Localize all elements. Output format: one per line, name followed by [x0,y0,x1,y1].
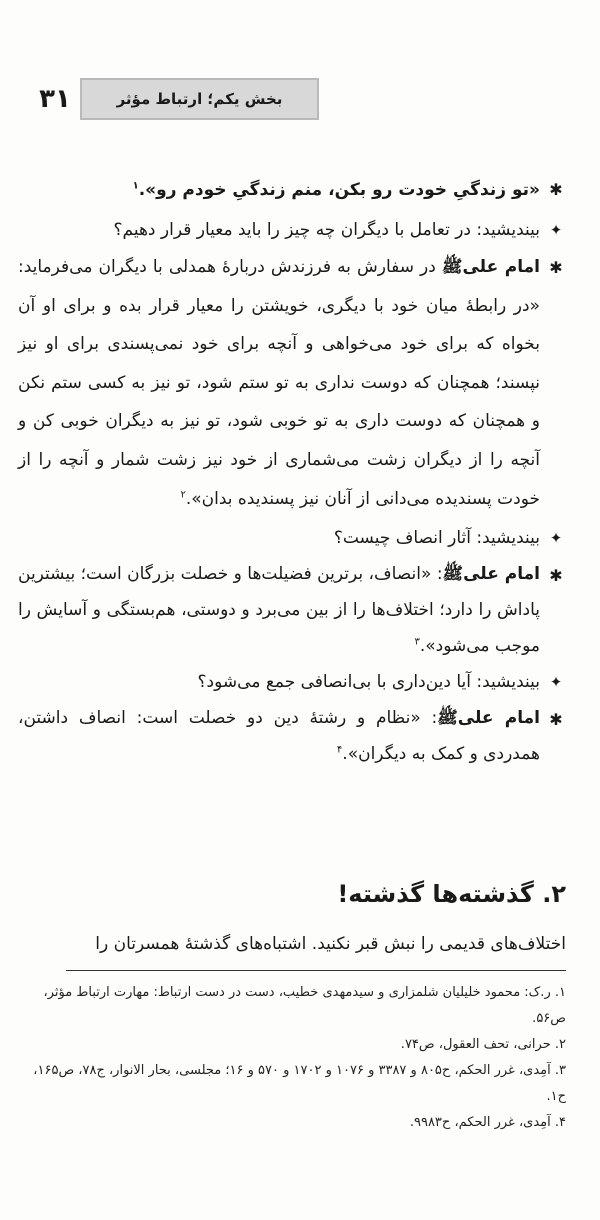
diamond-bullet-icon: ✦ [549,529,563,548]
star-item-1 [18,170,566,210]
running-header [30,68,320,126]
quote-text: «تو زندگیِ خودت رو بکن، منم زندگیِ خودم رو». [138,180,540,200]
star-bullet-icon: ✱ [549,710,563,730]
footnote-4 [18,1110,566,1136]
section-heading: ۲. گذشته‌ها گذشته! [337,880,566,908]
hadith-text: : «انصاف، برترین فضیلت‌ها و خصلت بزرگان است؛ بیشترین پاداش را دارد؛ اختلاف‌ها را از بین می‌برد و دوستی، هم‌بستگی و آسایش را موجب می‌شود». [18,564,540,657]
honorific: ﷺ [437,708,458,729]
footnote-3 [18,1058,566,1110]
footnote-number: ۲. [554,1037,566,1052]
question-item-1 [18,212,566,248]
footnote-divider [66,970,566,971]
diamond-bullet-icon: ✦ [549,221,563,239]
footnotes [18,980,566,1136]
footnote-number: ۱. [554,985,566,1000]
footnote-ref: ۱ [132,180,139,192]
honorific: ﷺ [442,564,464,585]
footnote-text: آمِدی، غرر الحکم، ح۹۹۸۳. [409,1115,551,1130]
question-item-2 [18,520,566,556]
speaker-name: امام علی [462,257,540,277]
main-text [18,170,566,772]
speaker-name: امام علی [463,564,540,585]
footnote-number: ۴. [554,1115,566,1130]
speaker-name: امام علی [457,708,540,729]
footnote-ref: ۲ [180,488,186,500]
footnote-text: ر.ک: محمود خلیلیان شلمزاری و سیدمهدی خطیب، دست در دست ارتباط: مهارت ارتباط مؤثر، ص۵۶. [43,985,566,1026]
footnote-ref: ۴ [336,744,343,756]
chapter-title: بخش یکم؛ ارتباط مؤثر [80,78,319,120]
star-bullet-icon: ✱ [549,566,563,586]
hadith-text: در سفارش به فرزندش دربارهٔ همدلی با دیگران می‌فرماید: «در رابطهٔ میان خود با دیگری، خویشتن را معیار قرار بده و برای او آن بخواه که برای خود می‌خواهی و آنچه برای خود نمی‌پسندی برای او نیز نپسند؛ همچنان که دوست نداری به تو ستم شود، تو نیز به کسی ستم نکن و همچنان که دوست داری به تو خوبی شود، تو نیز به دیگران خوبی کن و آنچه را از دیگران زشت می‌شماری از خود نیز زشت شمار و آنچه را از خودت پسندیده می‌دانی از آنان نیز پسندیده بدان». [18,257,540,509]
footnote-text: آمِدی، غرر الحکم، ح۸۰۵ و ۳۳۸۷ و ۱۰۷۶ و ۱۷۰۲ و ۵۷۰ و ۱۶؛ مجلسی، بحار الانوار، ج۷۸، ص۱۶۵، ح۱. [33,1063,566,1104]
footnote-number: ۳. [554,1063,566,1078]
section-intro: اختلاف‌های قدیمی را نبش قبر نکنید. اشتباه‌های گذشتهٔ همسرتان را [95,934,566,954]
question-item-3 [18,664,566,700]
honorific: ﷺ [441,257,463,277]
footnote-2 [18,1032,566,1058]
star-item-4 [18,700,566,772]
question-text: بیندیشید: آیا دین‌داری با بی‌انصافی جمع می‌شود؟ [197,672,540,693]
star-bullet-icon: ✱ [549,180,563,199]
star-item-3 [18,556,566,664]
diamond-bullet-icon: ✦ [549,673,563,692]
page-number: ۳۱ [39,84,71,114]
question-text: بیندیشید: آثار انصاف چیست؟ [333,528,540,549]
question-text: بیندیشید: در تعامل با دیگران چه چیز را باید معیار قرار دهیم؟ [113,220,540,240]
footnote-text: حرانی، تحف العقول، ص۷۴. [400,1037,551,1052]
star-bullet-icon: ✱ [549,258,563,277]
star-item-2 [18,248,566,518]
footnote-ref: ۳ [414,636,420,648]
hadith-text: : «نظام و رشتهٔ دین دو خصلت است: انصاف داشتن، همدردی و کمک به دیگران». [18,708,540,765]
footnote-1 [18,980,566,1032]
